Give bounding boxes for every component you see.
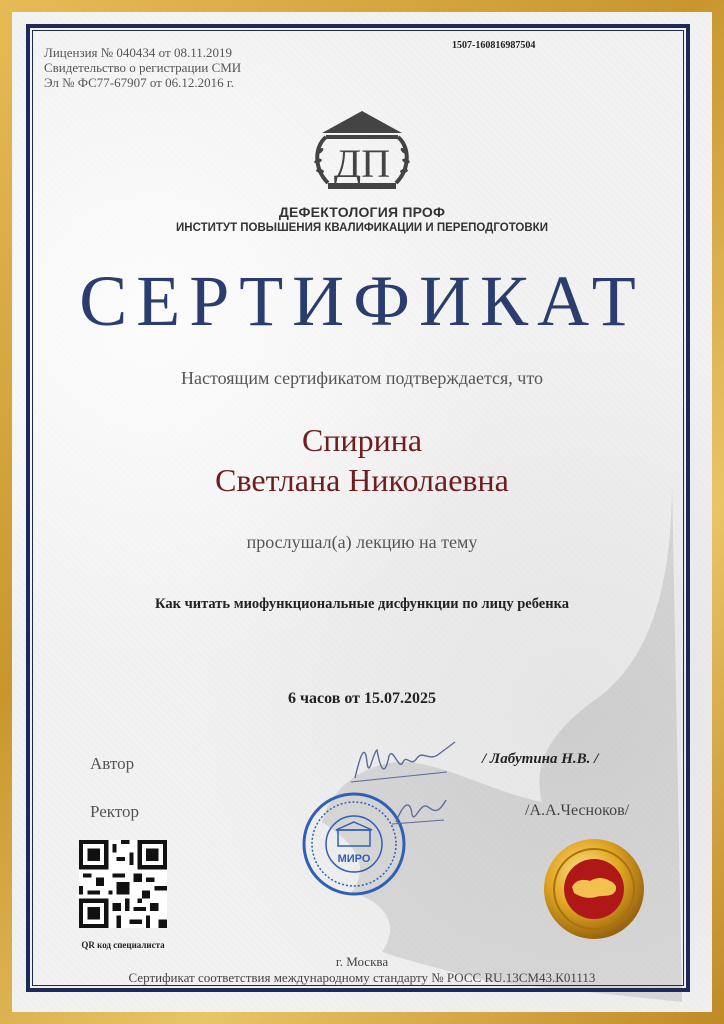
listened-text: прослушал(а) лекцию на тему: [246, 532, 478, 552]
logo-text: ДП: [333, 141, 391, 186]
institute-subtitle: ИНСТИТУТ ПОВЫШЕНИЯ КВАЛИФИКАЦИИ И ПЕРЕПОДГОТОВКИ: [176, 222, 548, 234]
recipient-given-names: Светлана Николаевна: [215, 462, 509, 498]
institute-logo-icon: [304, 107, 420, 193]
certificate-paper: [12, 12, 712, 1012]
recipient-surname: Спирина: [301, 422, 423, 458]
qr-code-icon[interactable]: [79, 840, 167, 928]
media-number-line: Эл № ФС77-67907 от 06.12.2016 г.: [44, 75, 234, 90]
confirmation-text: Настоящим сертификатом подтверждается, что: [181, 368, 543, 388]
author-label: Автор: [90, 754, 135, 773]
qr-label: QR код специалиста: [81, 940, 165, 950]
gold-seal-icon: [540, 835, 648, 943]
author-signature-icon: [347, 732, 457, 792]
rector-signature-icon: [390, 792, 450, 832]
rector-label: Ректор: [90, 802, 140, 821]
author-name: / Лабутина Н.В. /: [482, 751, 599, 767]
license-info: [44, 45, 241, 90]
media-registration-line: Свидетельство о регистрации СМИ: [44, 60, 242, 75]
stamp-text: МИРО: [337, 853, 371, 865]
lecture-topic: Как читать миофункциональные дисфункции по лицу ребенка: [155, 596, 569, 612]
certificate-title: СЕРТИФИКАТ: [79, 261, 645, 341]
hours-and-date: 6 часов от 15.07.2025: [287, 690, 436, 707]
rector-name: /А.А.Чесноков/: [525, 802, 630, 819]
conformity-certificate: Сертификат соответствия международному стандарту № РОСС RU.13СМ43.К01113: [128, 970, 596, 985]
city: г. Москва: [335, 954, 389, 969]
institute-name: ДЕФЕКТОЛОГИЯ ПРОФ: [278, 204, 446, 220]
document-number: 1507-160816987504: [452, 40, 536, 51]
license-line: Лицензия № 040434 от 08.11.2019: [44, 45, 232, 60]
